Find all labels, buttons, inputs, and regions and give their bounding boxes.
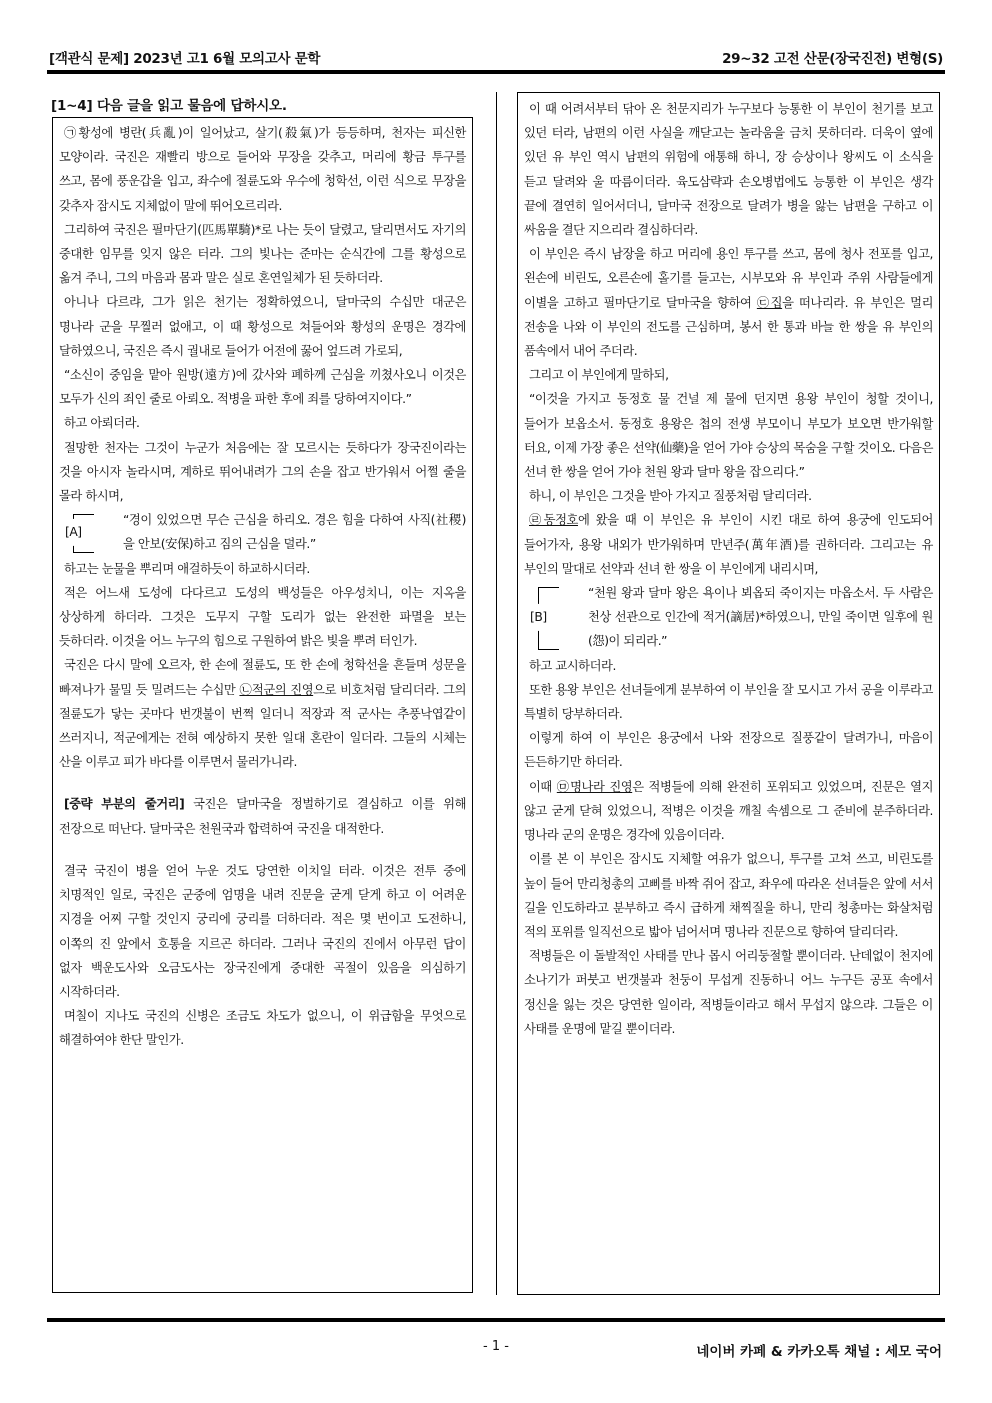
spacer: [59, 841, 466, 859]
passage-paragraph: 이 때 어려서부터 닦아 온 천문지리가 누구보다 능통한 이 부인이 천기를 보고 있던 터라, 남편의 이런 사실을 깨닫고는 놀라움을 금치 못하더라. 더욱이 옆에 있던 유 부인 역시 남편의 위험에 애통해 하니, 장 승상이나 왕씨도 이 소식을 듣고 달려와 울 따름이더라. 육도삼략과 손오병법에도 능통한 이 부인은 생각 끝에 결연히 일어서더니, 달마국 전장으로 달려가 병을 앓는 남편을 구하고 이 싸움을 결단 지으리라 결심하더라.: [524, 102, 933, 238]
text-run: 이 부인은 즉시 남장을 하고 머리에 용인 투구를 쓰고, 몸에 청사 전포를 입고, 왼손에 비린도, 오른손에 홀기를 들고는, 시부모와 유 부인과 주위 사람들에게 이별을 고하고 필마단기로 달마국을 향하여: [524, 247, 933, 310]
column-divider: [496, 92, 497, 1295]
passage-paragraph: [59, 653, 466, 774]
marked-phrase-c: ㉢집: [756, 295, 783, 310]
passage-paragraph: 하니, 이 부인은 그것을 받아 가지고 질풍처럼 달리더라.: [529, 489, 812, 504]
footer-rule: [47, 1318, 945, 1322]
passage-paragraph: [524, 775, 933, 848]
summary-text: 국진은 달마국을 정벌하기로 결심하고 이를 위해 전장으로 떠난다. 달마국은 천원국과 합력하여 국진을 대적한다.: [59, 797, 466, 836]
summary-paragraph: [59, 792, 466, 840]
text-run: 국진은 다시 말에 오르자, 한 손에 절륜도, 또 한 손에 청학선을 흔들며 성문을 빠져나가 물밀 듯 밀려드는 수십만: [59, 658, 466, 697]
bracket-a-text: “경이 있었으면 무슨 근심을 하리오. 경은 힘을 다하여 사직(社稷)을 안보(安保)하고 짐의 근심을 덜라.”: [123, 513, 466, 552]
passage-paragraph: 며칠이 지나도 국진의 신병은 조금도 차도가 없으니, 이 위급함을 무엇으로 해결하여야 한단 말인가.: [59, 1009, 466, 1048]
passage-left-column: [52, 117, 473, 1293]
passage-paragraph: 하고 아뢰더라.: [64, 416, 140, 431]
text-run: 은 적병들에 의해 완전히 포위되고 있었으며, 진문은 열지 않고 굳게 닫혀 있었으니, 적병은 이것을 깨칠 속셈으로 그 준비에 분주하더라. 명나라 군의 운명은 경각에 있음이더라.: [524, 779, 933, 843]
text-run: 으로 비호처럼 달리더라. 그의 절륜도가 닿는 곳마다 번갯불이 번쩍 일더니 적장과 적 군사는 추풍낙엽같이 쓰러지니, 적군에게는 전혀 예상하지 못한 일대 혼란이 일더라. 그들의 시체는 산을 이루고 피가 바다를 이루면서 물러가니라.: [59, 682, 466, 770]
header-rule: [47, 70, 945, 74]
passage-paragraph: “소신이 중임을 맡아 원방(遠方)에 갔사와 폐하께 근심을 끼쳤사오니 이것은 모두가 신의 죄인 줄로 아뢰오. 적병을 파한 후에 죄를 당하여지이다.”: [59, 368, 466, 407]
passage-paragraph: 아니나 다르랴, 그가 읽은 천기는 정확하였으니, 달마국의 수십만 대군은 명나라 군을 무찔러 없애고, 이 때 황성으로 쳐들어와 황성의 운명은 경각에 달하였으니, 국진은 즉시 궐내로 들어가 어전에 꿇어 엎드려 가로되,: [59, 295, 466, 358]
passage-right-column: [517, 92, 940, 1295]
question-title: [1~4] 다음 글을 읽고 물음에 답하시오.: [51, 98, 287, 114]
passage-paragraph: 적병들은 이 돌발적인 사태를 만나 몹시 어리둥절할 뿐이더라. 난데없이 천지에 소나기가 퍼붓고 번갯불과 천둥이 무섭게 진동하니 어느 누구든 공포 속에서 정신을 잃는 것은 당연한 일이라, 적병들이라고 해서 무섭지 않으랴. 그들은 이 사태를 운명에 맡길 뿐이더라.: [524, 949, 933, 1036]
bracket-b: [524, 581, 933, 654]
passage-paragraph: 하고는 눈물을 뿌리며 애걸하듯이 하교하시더라.: [64, 561, 310, 576]
passage-paragraph: 결국 국진이 병을 얻어 누운 것도 당연한 이치일 터라. 이것은 전투 중에 치명적인 일로, 국진은 군중에 엄명을 내려 진문을 굳게 닫게 하고 이 어려운 지경을 어찌 구할 것인지 궁리에 궁리를 더하더라. 적은 몇 번이고 도전하니, 이쪽의 진 앞에서 호통을 지르곤 하더라. 그러나 국진의 진에서 아무런 답이 없자 백운도사와 오금도사는 장국진에게 중대한 곡절이 있음을 의심하기 시작하더라.: [59, 863, 466, 999]
passage-paragraph: 적은 어느새 도성에 다다르고 도성의 백성들은 아우성치니, 이는 지옥을 상상하게 하더라. 그것은 도무지 구할 도리가 없는 완전한 파멸을 보는 듯하더라. 이것을 어느 누구의 힘으로 구원하여 밝은 빛을 뿌려 터인가.: [59, 585, 466, 649]
text-run: 을 떠나리라. 유 부인은 멀리 전송을 나와 이 부인의 전도를 근심하며, 봉서 한 통과 바늘 한 쌍을 유 부인의 품속에서 내어 주더라.: [524, 295, 933, 359]
header-title: [객관식 문제] 2023년 고1 6월 모의고사 문학: [49, 51, 321, 67]
footer-credit: 네이버 카페 & 카카오톡 채널 : 세모 국어: [696, 1344, 942, 1360]
spacer: [59, 774, 466, 792]
passage-paragraph: [524, 508, 933, 581]
passage-paragraph: 절망한 천자는 그것이 누군가 처음에는 잘 모르시는 듯하다가 장국진이라는 것을 아시자 놀라시며, 계하로 뛰어내려가 그의 손을 잡고 반가워서 어쩔 줄을 몰라 하시며,: [59, 440, 466, 504]
marked-phrase-b: ㉡적군의 진영: [239, 682, 314, 697]
passage-paragraph: 또한 용왕 부인은 선녀들에게 분부하여 이 부인을 잘 모시고 가서 공을 이루라고 특별히 당부하더라.: [524, 682, 933, 722]
marked-phrase-e: ㉤명나라 진영: [556, 779, 633, 794]
passage-paragraph: 그리고 이 부인에게 말하되,: [529, 368, 669, 383]
passage-paragraph: 이를 본 이 부인은 잠시도 지체할 여유가 없으니, 투구를 고쳐 쓰고, 비린도를 높이 들어 만리청총의 고삐를 바짝 쥐어 잡고, 좌우에 따라온 선녀들은 앞에 서서 길을 인도하라고 분부하고 즉시 급하게 채찍질을 하니, 만리 청총마는 화살처럼 적의 포위를 일직선으로 밟아 넘어서며 명나라 진문으로 향하여 달리더라.: [524, 852, 933, 939]
header-subtitle: 29~32 고전 산문(장국진전) 변형(S): [722, 51, 943, 67]
passage-paragraph: [524, 242, 933, 363]
passage-paragraph: ㉠황성에 병란(兵亂)이 일어났고, 살기(殺氣)가 등등하며, 천자는 피신한 모양이라. 국진은 재빨리 방으로 들어와 무장을 갖추고, 머리에 황금 투구를 쓰고, 몸에 풍운갑을 입고, 좌수에 절륜도와 우수에 청학선, 이런 식으로 무장을 갖추자 잠시도 지체없이 말에 뛰어오르리라.: [59, 126, 466, 213]
passage-paragraph: 그리하여 국진은 필마단기(匹馬單騎)*로 나는 듯이 달렸고, 달리면서도 자기의 중대한 임무를 잊지 않은 터라. 그의 빛나는 준마는 순식간에 그를 황성으로 옮겨 주니, 그의 마음과 몸과 말은 실로 혼연일체가 된 듯하더라.: [59, 222, 466, 286]
passage-paragraph: 하고 교시하더라.: [529, 658, 616, 673]
bracket-b-label: [B]: [530, 604, 547, 630]
summary-title: [중략 부분의 줄거리]: [64, 797, 185, 812]
marked-phrase-d: ㉣동정호: [529, 513, 578, 528]
passage-paragraph: 이렇게 하여 이 부인은 용궁에서 나와 전장으로 질풍같이 달려가니, 마음이 든든하기만 하더라.: [524, 731, 933, 770]
text-run: 에 왔을 때 이 부인은 유 부인이 시킨 대로 하여 용궁에 인도되어 들어가자, 용왕 내외가 반가워하며 만년주(萬年酒)를 권하더라. 그리고는 유 부인의 말대로 선약과 선녀 한 쌍을 이 부인에게 내리시며,: [524, 513, 933, 576]
page-number: - 1 -: [483, 1339, 509, 1354]
passage-paragraph: “이것을 가지고 동정호 물 건널 제 물에 던지면 용왕 부인이 청할 것이니, 들어가 보옵소서. 동정호 용왕은 첩의 전생 부모이니 부모가 보오면 반가워할 터요, 이제 가장 좋은 선약(仙藥)을 얻어 가야 승상의 목숨을 구할 것이오. 다음은 선녀 한 쌍을 얻어 가야 천원 왕과 달마 왕을 잡으리다.”: [524, 392, 933, 480]
bracket-a: [59, 508, 466, 556]
bracket-b-text: “천원 왕과 달마 왕은 욕이나 뵈옵되 죽이지는 마옵소서. 두 사람은 천상 선관으로 인간에 적거(謫居)*하였으니, 만일 죽이면 일후에 원(怨)이 되리라.”: [588, 586, 933, 649]
bracket-a-label: [A]: [65, 519, 82, 545]
text-run: 이때: [529, 779, 557, 794]
